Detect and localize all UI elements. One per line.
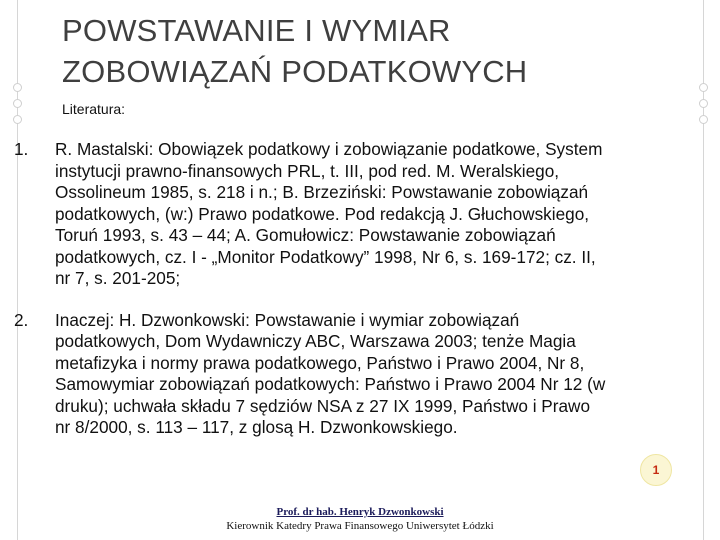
reference-text-line: instytucji prawno-finansowych PRL, t. III, pod red. M. Weralskiego,	[55, 160, 560, 181]
reference-item	[14, 310, 699, 439]
reference-text-line: R. Mastalski: Obowiązek podatkowy i zobowiązanie podatkowe, System	[55, 139, 603, 159]
right-decor-dot	[699, 99, 708, 108]
left-decor-dot	[13, 115, 22, 124]
right-frame-line	[703, 0, 704, 540]
right-decor-dot	[699, 115, 708, 124]
reference-number: 2.	[14, 309, 29, 330]
reference-text-line: Inaczej: H. Dzwonkowski: Powstawanie i wymiar zobowiązań	[55, 309, 520, 330]
reference-text-line: podatkowych, (w:) Prawo podatkowe. Pod redakcją J. Głuchowskiego,	[55, 203, 590, 224]
slide-title	[62, 10, 682, 92]
reference-item	[14, 139, 699, 290]
reference-text-line: podatkowych, Dom Wydawniczy ABC, Warszawa 2003; tenże Magia	[55, 331, 576, 351]
slide-title-line: POWSTAWANIE I WYMIAR	[62, 13, 451, 48]
slide-footer	[0, 506, 720, 533]
reference-text-line: Ossolineum 1985, s. 218 i n.; B. Brzeziński: Powstawanie zobowiązań	[55, 182, 589, 202]
right-decor-dot	[699, 83, 708, 92]
reference-text-line: podatkowych, cz. I - „Monitor Podatkowy” 1998, Nr 6, s. 169-172; cz. II,	[55, 246, 596, 267]
reference-text-line: nr 7, s. 201-205;	[55, 268, 181, 288]
literature-heading: Literatura:	[62, 101, 126, 117]
footer-affiliation: Kierownik Katedry Prawa Finansowego Uniwersytet Łódzki	[226, 520, 494, 532]
left-decor-dot	[13, 99, 22, 108]
reference-text-line: Samowymiar zobowiązań podatkowych: Państwo i Prawo 2004 Nr 12 (w	[55, 374, 606, 394]
slide-title-line: ZOBOWIĄZAŃ PODATKOWYCH	[62, 54, 528, 89]
reference-text-line: nr 8/2000, s. 113 – 117, z glosą H. Dzwonkowskiego.	[55, 417, 458, 437]
footer-author-link[interactable]: Prof. dr hab. Henryk Dzwonkowski	[276, 506, 444, 518]
reference-list	[14, 139, 699, 439]
reference-number: 1.	[14, 139, 29, 159]
reference-text-line: metafizyka i normy prawa podatkowego, Państwo i Prawo 2004, Nr 8,	[55, 352, 585, 373]
left-decor-dot	[13, 83, 22, 92]
reference-text-line: Toruń 1993, s. 43 – 44; A. Gomułowicz: Powstawanie zobowiązań	[55, 225, 556, 245]
reference-text-line: druku); uchwała składu 7 sędziów NSA z 27 IX 1999, Państwo i Prawo	[55, 395, 591, 416]
page-number-badge: 1	[640, 454, 672, 486]
